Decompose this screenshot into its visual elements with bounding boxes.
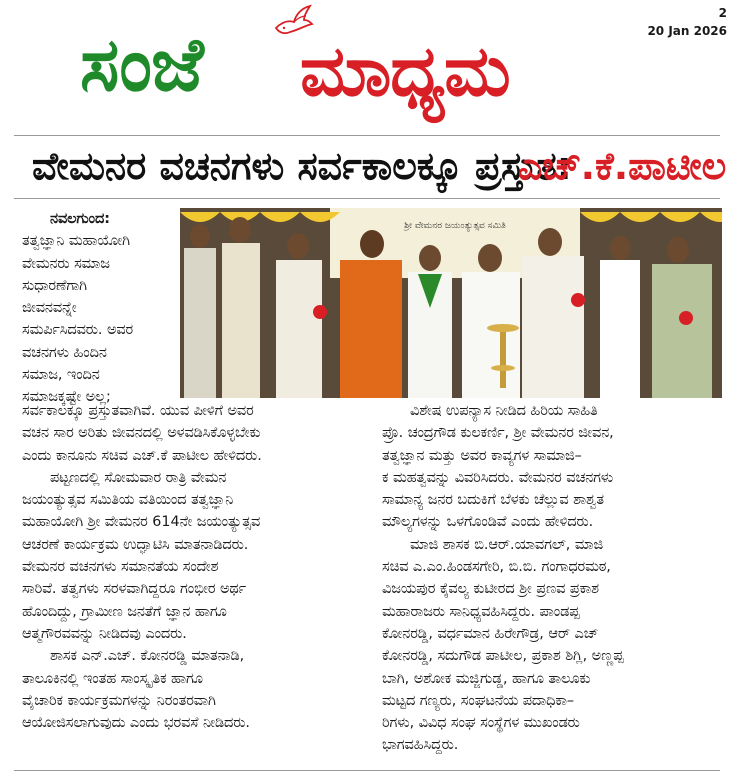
article-line: ವಚನ ಸಾರ ಅರಿತು ಜೀವನದಲ್ಲಿ ಅಳವಡಿಸಿಕೊಳ್ಳಬೇಕು: [22, 425, 261, 442]
page-number: 2: [718, 6, 727, 20]
article-line: ಜಯಂತ್ಯುತ್ಸವ ಸಮಿತಿಯ ವತಿಯಿಂದ ತತ್ವಜ್ಞಾನಿ: [22, 492, 234, 509]
photo-banner-text: ಶ್ರೀ ವೇಮನರ ಜಯಂತ್ಯುತ್ಸವ ಸಮಿತಿ: [404, 221, 506, 231]
article-line: ಸುಧಾರಣೆಗಾಗಿ: [22, 277, 87, 294]
article-column-left: [22, 400, 372, 734]
article-line: ವಿಜಯಪುರ ಕೈವಲ್ಯ ಕುಟೀರದ ಶ್ರೀ ಪ್ರಣವ ಪ್ರಕಾಶ: [382, 581, 600, 598]
issue-date: 20 Jan 2026: [647, 24, 727, 38]
article-line: ಜೀವನವನ್ನೇ: [22, 300, 77, 317]
article-line: ಆತ್ಮಗೌರವವನ್ನು ನೀಡಿದವು ಎಂದರು.: [22, 625, 187, 642]
article-line: ವೈಚಾರಿಕ ಕಾರ್ಯಕ್ರಮಗಳನ್ನು ನಿರಂತರವಾಗಿ: [22, 692, 216, 709]
masthead-left: ಸಂಜೆ: [80, 22, 203, 108]
divider: [14, 135, 720, 136]
article-line: ಹೊಂದಿದ್ದು, ಗ್ರಾಮೀಣ ಜನತೆಗೆ ಜ್ಞಾನ ಹಾಗೂ: [22, 603, 227, 620]
article-line: ಮಾಜಿ ಶಾಸಕ ಬಿ.ಆರ್.ಯಾವಗಲ್, ಮಾಜಿ: [410, 536, 604, 553]
event-photo: [180, 208, 722, 398]
article-line: ರಿಗಳು, ವಿವಿಧ ಸಂಘ ಸಂಸ್ಥೆಗಳ ಮುಖಂಡರು: [382, 715, 580, 732]
article-line: ಸಾಮಾನ್ಯ ಜನರ ಬದುಕಿಗೆ ಬೆಳಕು ಚೆಲ್ಲುವ ಶಾಶ್ವತ: [382, 492, 605, 509]
article-line: ಸಚಿವ ಎ.ಎಂ.ಹಿಂಡಸಗೇರಿ, ಬಿ.ಬಿ. ಗಂಗಾಧರಮಠ,: [382, 559, 611, 576]
article-line: ತತ್ವಜ್ಞಾನಿ ಮಹಾಯೋಗಿ: [22, 233, 130, 250]
article-line: ಸರ್ವಕಾಲಕ್ಕೂ ಪ್ರಸ್ತುತವಾಗಿವೆ. ಯುವ ಪೀಳಿಗೆ ಅವರ: [22, 403, 254, 419]
headline-main: ವೇಮನರ ವಚನಗಳು ಸರ್ವಕಾಲಕ್ಕೂ ಪ್ರಸ್ತುತ:: [32, 144, 572, 188]
article-column-right: [382, 400, 722, 757]
article-line: ತಾಲೂಕಿನಲ್ಲಿ ಇಂತಹ ಸಾಂಸ್ಕೃತಿಕ ಹಾಗೂ: [22, 670, 203, 687]
article-line: ಮಟ್ಟದ ಗಣ್ಯರು, ಸಂಘಟನೆಯ ಪದಾಧಿಕಾ–: [382, 692, 575, 709]
article-line: ಶಾಸಕ ಎನ್.ಎಚ್. ಕೋನರಡ್ಡಿ ಮಾತನಾಡಿ,: [50, 648, 245, 665]
headline: [18, 140, 727, 198]
article-line: ಸಮಾಜಕ್ಕಷ್ಟೇ ಅಲ್ಲ;: [22, 389, 111, 406]
article-line: ಭಾಗವಹಿಸಿದ್ದರು.: [382, 737, 459, 754]
article-line: ವೇಮನರು ಸಮಾಜ: [22, 255, 110, 272]
article-line: ಆಚರಣೆ ಕಾರ್ಯಕ್ರಮ ಉದ್ಘಾಟಿಸಿ ಮಾತನಾಡಿದರು.: [22, 536, 249, 553]
dateline: ನವಲಗುಂದ:: [50, 211, 110, 227]
divider: [14, 770, 720, 771]
event-photo-illustration: [180, 208, 722, 398]
article-line: ಕೋನರಡ್ಡಿ, ವರ್ಧಮಾನ ಹಿರೇಗೌಡ್ರ, ಆರ್ ಎಚ್: [382, 625, 599, 642]
article-line: ವಚನಗಳು ಹಿಂದಿನ: [22, 344, 107, 361]
article-line: ಮಹಾರಾಜರು ಸಾನಿಧ್ಯವಹಿಸಿದ್ದರು. ಪಾಂಡಪ್ಪ: [382, 603, 580, 620]
article-line: ಸಮಾಜ, ಇಂದಿನ: [22, 367, 100, 384]
article-line: ತತ್ವಜ್ಞಾನ ಮತ್ತು ಅವರ ಕಾವ್ಯಗಳ ಸಾಮಾಜಿ–: [382, 447, 582, 464]
article-line: ಪ್ರೊ. ಚಂದ್ರಗೌಡ ಕುಲಕರ್ಣಿ, ಶ್ರೀ ವೇಮನರ ಜೀವನ,: [382, 425, 614, 442]
masthead-right: ಮಾಧ್ಯಮ: [300, 30, 510, 112]
article-line: ಪಟ್ಟಣದಲ್ಲಿ ಸೋಮವಾರ ರಾತ್ರಿ ವೇಮನ: [50, 469, 227, 486]
article-line: ಸಾರಿವೆ. ತತ್ವಗಳು ಸರಳವಾಗಿದ್ದರೂ ಗಂಭೀರ ಅರ್ಥ: [22, 581, 247, 598]
article-line: ವಿಶೇಷ ಉಪನ್ಯಾಸ ನೀಡಿದ ಹಿರಿಯ ಸಾಹಿತಿ: [410, 403, 598, 419]
article-line: ಎಂದು ಕಾನೂನು ಸಚಿವ ಎಚ್.ಕೆ ಪಾಟೀಲ ಹೇಳಿದರು.: [22, 447, 262, 464]
article-line: ಸಮರ್ಪಿಸಿದವರು. ಅವರ: [22, 322, 134, 339]
article-line: ಮೌಲ್ಯಗಳನ್ನು ಒಳಗೊಂಡಿವೆ ಎಂದು ಹೇಳಿದರು.: [382, 514, 594, 531]
article-line: ಆಯೋಜಿಸಲಾಗುವುದು ಎಂದು ಭರವಸೆ ನೀಡಿದರು.: [22, 715, 250, 732]
divider: [14, 198, 720, 199]
article-line: ಕೋನರಡ್ಡಿ, ಸದುಗೌಡ ಪಾಟೀಲ, ಪ್ರಕಾಶ ಶಿಗ್ಲಿ, ಅಣ್ಣಪ್ಪ: [382, 648, 624, 665]
article-line: ವೇಮನರ ವಚನಗಳು ಸಮಾನತೆಯ ಸಂದೇಶ: [22, 559, 219, 576]
headline-name: ಎಚ್.ಕೆ.ಪಾಟೀಲ: [518, 144, 727, 188]
article-line: ಮಹಾಯೋಗಿ ಶ್ರೀ ವೇಮನರ 614ನೇ ಜಯಂತ್ಯುತ್ಸವ: [22, 514, 261, 531]
article-line: ಕ ಮಹತ್ವವನ್ನು ವಿವರಿಸಿದರು. ವೇಮನರ ವಚನಗಳು: [382, 469, 614, 486]
article-line: ಬಾಗಿ, ಅಶೋಕ ಮಜ್ಜಿಗುಡ್ಡ, ಹಾಗೂ ತಾಲೂಕು: [382, 670, 591, 687]
article-column-left-narrow: [22, 208, 178, 409]
masthead: [0, 0, 735, 135]
